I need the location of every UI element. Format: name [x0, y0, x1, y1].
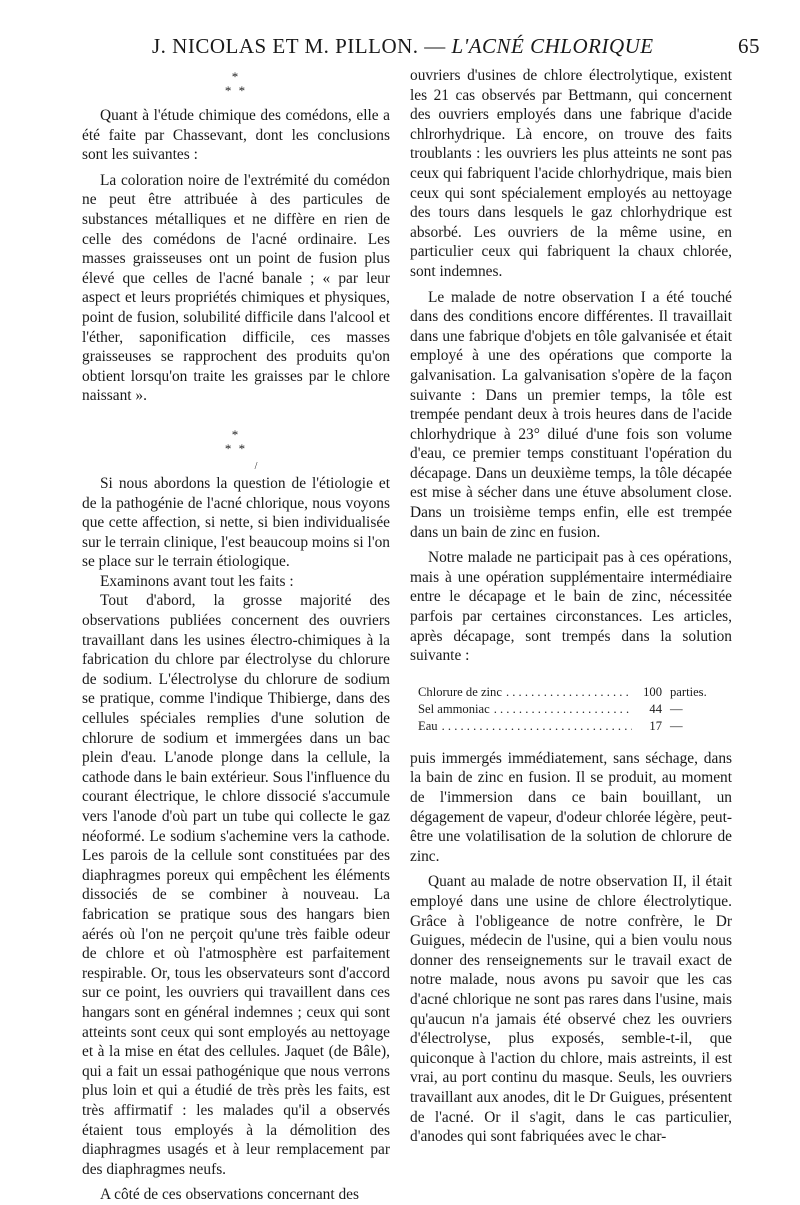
paragraph: La coloration noire de l'extrémité du comédon ne peut être attribuée à des particules de substances métalliques et ne diffère en rien de celle des comédons de l'acné ordinaire. Les masses graisseuses ont un point de fusion plus élevé que celles de l'acné banale ; « par leur aspect et leurs propriétés chimiques et physiques, point de fusion, solubilité difficile dans l'alcool et l'éther, saponification difficile, ces masses graisseuses se rapprochent des produits qu'on obtient lorsqu'on traite les graisses par le chlore naissant ».: [82, 171, 390, 405]
recipe-label: Eau: [418, 718, 438, 733]
paragraph: Le malade de notre observation I a été touché dans des conditions encore différentes. Il travaillait dans une fabrique d'objets en tôle galvanisée et était employé à une des opérations que comporte la galvanisation. La galvanisation s'opère de la façon suivante : Dans un premier temps, la tôle est trempée pendant deux à trois heures dans de l'acide chlorhydrique à 23° dilué d'une fois son volume d'eau, ce premier temps constituant l'opération du décapage. Dans un deuxième temps, la tôle décapée est mise à sécher dans une étuve absolument close. Dans un troisième temps enfin, elle est trempée dans un bain de zinc en fusion.: [410, 288, 732, 541]
header-dash: —: [418, 34, 452, 58]
recipe-unit: —: [670, 701, 683, 716]
recipe-value: 44: [649, 701, 662, 716]
recipe-unit: parties.: [670, 684, 707, 699]
recipe-value: 100: [643, 684, 662, 699]
recipe-row: [410, 684, 732, 701]
paragraph: puis immergés immédiatement, sans séchage, dans la bain de zinc en fusion. Il se produit, au moment de l'immersion dans ce bain bouillant, un dégagement de vapeur, d'odeur chlorée légère, peut-être une volatilisation de la solution de chlorure de zinc.: [410, 749, 732, 865]
stray-mark: /: [254, 460, 258, 472]
leader-dots: [494, 701, 632, 718]
right-column: [410, 66, 732, 1147]
paragraph: Tout d'abord, la grosse majorité des observations publiées concernent des ouvriers travaillant dans les usines électro-chimiques à la fabrication du chlore par électrolyse du chlorure de sodium. L'électrolyse du chlorure de sodium se pratique, comme l'indique Thibierge, dans des cellules spéciales remplies d'une solution de chlorure de sodium et immergées dans un bac plein d'eau. L'anode plonge dans la cellule, la cathode dans le bain extérieur. Sous l'influence du courant électrique, le chlore dissocié s'accumule vers l'anode d'où part un tube qui collecte le gaz néoformé. Le sodium s'achemine vers la cathode. Les parois de la cellule sont constituées par des diaphragmes poreux qui empêchent les éléments dissociés de se combiner à nouveau. La fabrication se pratique sous des hangars bien aérés où l'on ne perçoit qu'une très faible odeur de chlore et où l'atmosphère est parfaitement respirable. Or, tous les observateurs sont d'accord sur ce point, les ouvriers qui travaillent dans ces hangars sont en général indemnes ; ceux qui sont atteints sont ceux qui sont employés au nettoyage et à la mise en état des cellules. Jaquet (de Bâle), qui a fait un essai pathogénique que nous verrons plus loin et qui a étudié de très près les faits, est très affirmatif : les malades qu'il a observés étaient tous employés à la démolition des diaphragmes usagés et à leur remplacement par des diaphragmes neufs.: [82, 592, 390, 1178]
header-title: L'ACNÉ CHLORIQUE: [451, 34, 654, 58]
paragraph: Quant au malade de notre observation II, il était employé dans une usine de chlore électrolytique. Grâce à l'obligeance de notre confrère, le Dr Guigues, médecin de l'usine, qui a bien voulu nous donner des renseignements sur le travail exact de notre malade, nous avons pu savoir que les cas d'acné chlorique ne sont pas rares dans l'usine, mais qu'aucun n'a jamais été observé chez les ouvriers d'électrolyse, plus exposés, semble-t-il, que quiconque à l'action du chlore, mais astreints, il est vrai, au port continu du masque. Seuls, les ouvriers travaillant aux anodes, dit le Dr Guigues, présentent de l'acné. Or il s'agit, dans le cas particulier, d'anodes qui sont fabriquées avec le char-: [410, 873, 732, 1146]
leader-dots: [442, 718, 632, 735]
separator-bottom: * *: [224, 83, 248, 98]
recipe-label: Sel ammoniac: [418, 701, 490, 716]
recipe-label: Chlorure de zinc: [418, 684, 502, 699]
leader-dots: [506, 684, 632, 701]
paragraph: Notre malade ne participait pas à ces opérations, mais à une opération supplémentaire intermédiaire entre le décapage et le bain de zinc, nécessitée parfois par certaines circonstances. Les articles, après décapage, sont trempés dans la solution suivante :: [410, 549, 732, 665]
separator-top: *: [231, 426, 241, 442]
section-separator: [82, 69, 390, 98]
recipe-unit: —: [670, 718, 683, 733]
separator-bottom: * *: [224, 440, 248, 456]
recipe-row: [410, 701, 732, 718]
recipe-table: [410, 684, 732, 735]
recipe-row: [410, 718, 732, 735]
recipe-value: 17: [649, 718, 662, 733]
running-header: [0, 34, 800, 58]
separator-top: *: [231, 69, 241, 84]
paragraph: ouvriers d'usines de chlore électrolytique, existent les 21 cas observés par Bettmann, qui concernent des ouvriers employés dans une fabrique d'acide chlrorhydrique. Là encore, on trouve des faits troublants : les ouvriers les plus atteints ne sont pas ceux qui fabriquent l'acide chlorhydrique, mais bien ceux qui sont spécialement employés au nettoyage des tours dans lesquels le gaz chlorhydrique est absorbé. Les ouvriers de la même usine, en particulier ceux qui fabriquent la chaux chlorée, sont indemnes.: [410, 67, 732, 280]
paragraph: Examinons avant tout les faits :: [100, 572, 294, 590]
running-title: [152, 34, 654, 59]
left-column: [82, 66, 390, 1205]
section-separator: [82, 426, 390, 456]
paragraph: Quant à l'étude chimique des comédons, elle a été faite par Chassevant, dont les conclusions sont les suivantes :: [82, 107, 390, 164]
header-authors: J. NICOLAS ET M. PILLON.: [152, 34, 419, 58]
page-number: 65: [738, 34, 760, 58]
paragraph: A côté de ces observations concernant des: [100, 1186, 359, 1204]
paragraph: Si nous abordons la question de l'étiologie et de la pathogénie de l'acné chlorique, nous voyons que cette affection, si nette, si bien individualisée sur le terrain clinique, l'est beaucoup moins si l'on se place sur le terrain étiologique.: [82, 474, 390, 571]
